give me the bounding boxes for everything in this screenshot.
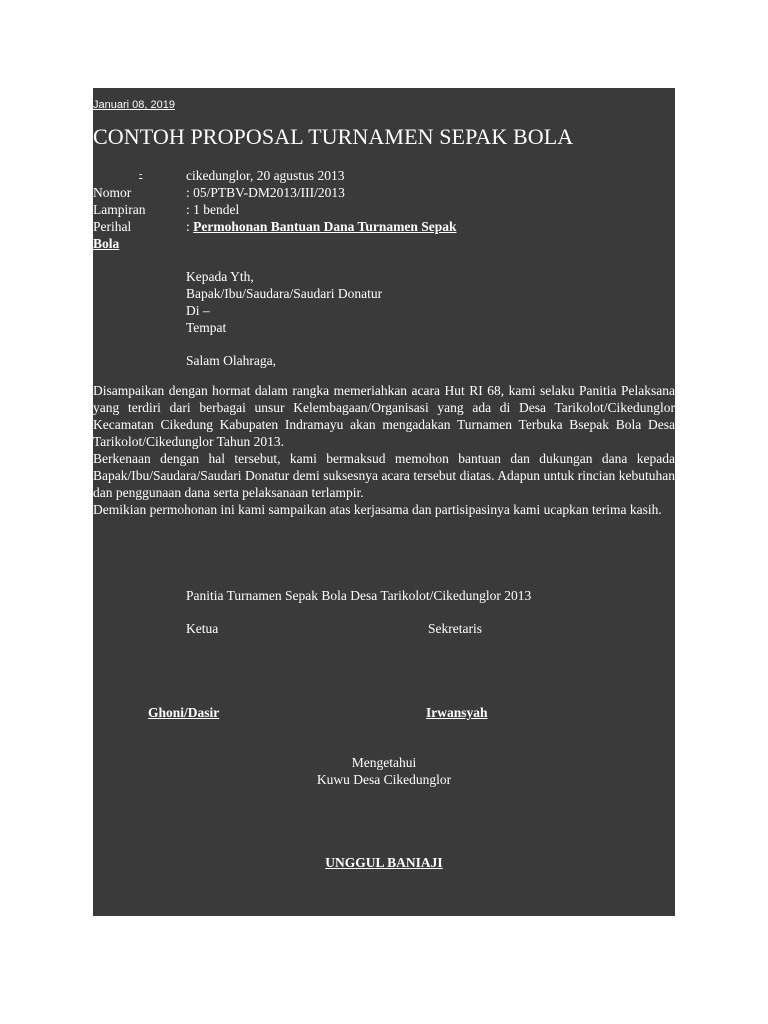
recipient-line-2: Bapak/Ibu/Saudara/Saudari Donatur (186, 286, 383, 301)
lampiran-label: Lampiran (93, 202, 146, 217)
recipient-line-1: Kepada Yth, (186, 269, 254, 284)
document-page (93, 88, 675, 916)
header-dash: - (139, 169, 143, 180)
greeting: Salam Olahraga, (186, 353, 276, 368)
acknowledge-signature-wrap (93, 854, 675, 871)
nomor-value: : 05/PTBV-DM2013/III/2013 (186, 185, 345, 200)
nomor-label: Nomor (93, 185, 132, 200)
role-sekretaris: Sekretaris (428, 621, 482, 636)
committee-name: Panitia Turnamen Sepak Bola Desa Tarikolot/Cikedunglor 2013 (186, 588, 532, 603)
acknowledge-line-1: Mengetahui (351, 755, 417, 770)
acknowledge-signature: UNGGUL BANIAJI (325, 855, 443, 870)
perihal-label: Perihal (93, 219, 132, 234)
letter-body (93, 382, 675, 518)
perihal-value-cont: Bola (93, 236, 120, 251)
lampiran-value: : 1 bendel (186, 202, 240, 217)
perihal-value: Permohonan Bantuan Dana Turnamen Sepak (193, 219, 457, 234)
document-title: CONTOH PROPOSAL TURNAMEN SEPAK BOLA (93, 124, 574, 149)
body-paragraph-1: Disampaikan dengan hormat dalam rangka memeriahkan acara Hut RI 68, kami selaku Panitia Pelaksana yang terdiri dari berbagai unsur Kelembagaan/Organisasi yang ada di Desa Tarikolot/Cikedunglor Kecamatan Cikedung Kabupaten Indramayu akan mengadakan Turnamen Terbuka Bsepak Bola Desa Tarikolot/Cikedunglor Tahun 2013. (93, 383, 675, 449)
acknowledge-line-2: Kuwu Desa Cikedunglor (316, 772, 452, 787)
perihal-line (186, 218, 456, 235)
post-date[interactable]: Januari 08, 2019 (93, 99, 175, 111)
body-paragraph-3: Demikian permohonan ini kami sampaikan atas kerjasama dan partisipasinya kami ucapkan terima kasih. (93, 502, 662, 517)
signature-ketua: Ghoni/Dasir (148, 705, 220, 720)
role-ketua: Ketua (186, 621, 219, 636)
place-date: cikedunglor, 20 agustus 2013 (186, 168, 345, 183)
body-paragraph-2: Berkenaan dengan hal tersebut, kami bermaksud memohon bantuan dan dukungan dana kepada Bapak/Ibu/Saudara/Saudari Donatur demi suksesnya acara tersebut diatas. Adapun untuk rincian kebutuhan dan penggunaan dana serta pelaksanaan terlampir. (93, 451, 675, 500)
recipient-line-3: Di – (186, 303, 210, 318)
perihal-colon: : (186, 219, 194, 234)
signature-sekretaris: Irwansyah (426, 705, 488, 720)
recipient-line-4: Tempat (186, 320, 227, 335)
